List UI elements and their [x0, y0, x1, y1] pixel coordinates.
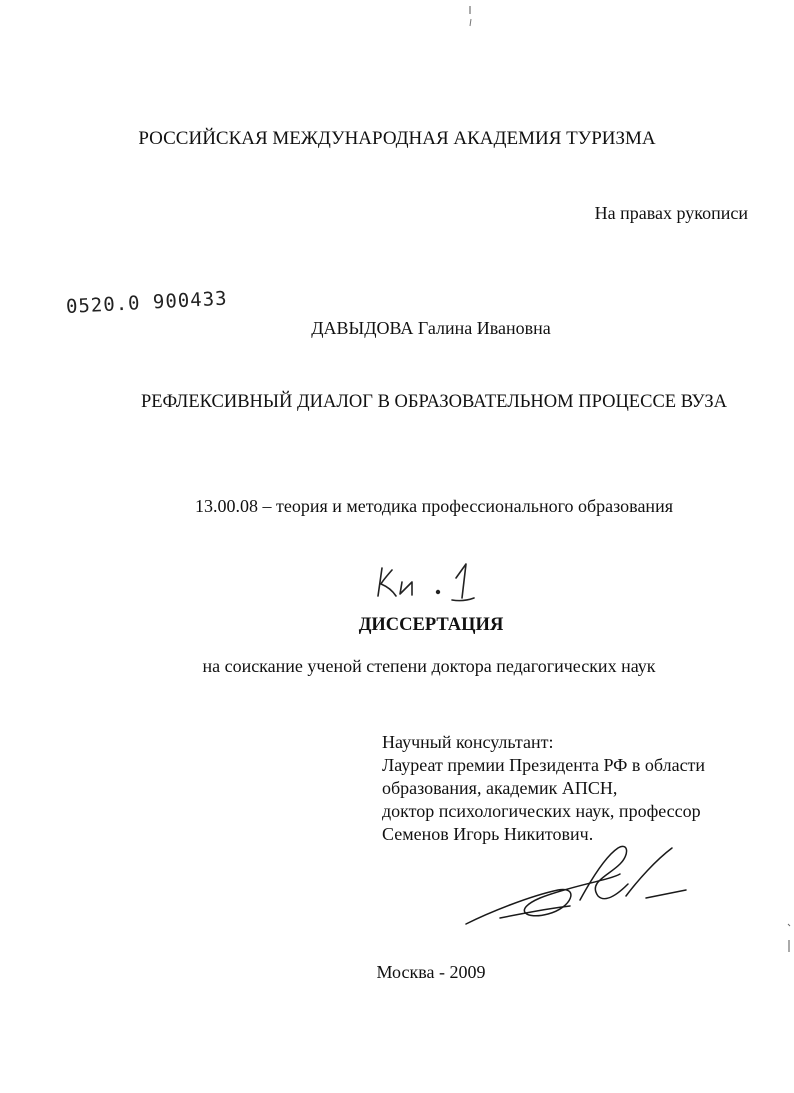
degree-line: на соискание ученой степени доктора педагогических наук: [202, 656, 656, 676]
consultant-heading: Научный консультант:: [382, 732, 554, 752]
consultant-line-1: Лауреат премии Президента РФ в области: [382, 755, 706, 775]
specialty-code: 13.00.08 – теория и методика профессионального образования: [195, 496, 673, 516]
city-year: Москва - 2009: [376, 962, 486, 982]
dissertation-title: РЕФЛЕКСИВНЫЙ ДИАЛОГ В ОБРАЗОВАТЕЛЬНОМ ПРОЦЕССЕ ВУЗА: [140, 392, 728, 412]
rights-note: На правах рукописи: [594, 203, 748, 223]
scan-marks-right: [782, 922, 794, 962]
consultant-name: Семенов Игорь Никитович.: [382, 824, 594, 844]
registration-stamp-text: 0520.0 900433: [65, 287, 229, 318]
document-type: ДИССЕРТАЦИЯ: [358, 615, 504, 635]
consultant-line-3: доктор психологических наук, профессор: [382, 801, 701, 821]
signature: [460, 838, 700, 938]
consultant-line-2: образования, академик АПСН,: [382, 778, 618, 798]
registration-stamp: [65, 288, 228, 318]
author-name: ДАВЫДОВА Галина Ивановна: [311, 318, 551, 338]
scan-marks-top: [462, 4, 482, 34]
handwritten-volume-note: [376, 560, 506, 610]
academy-name: РОССИЙСКАЯ МЕЖДУНАРОДНАЯ АКАДЕМИЯ ТУРИЗМА: [138, 128, 656, 149]
